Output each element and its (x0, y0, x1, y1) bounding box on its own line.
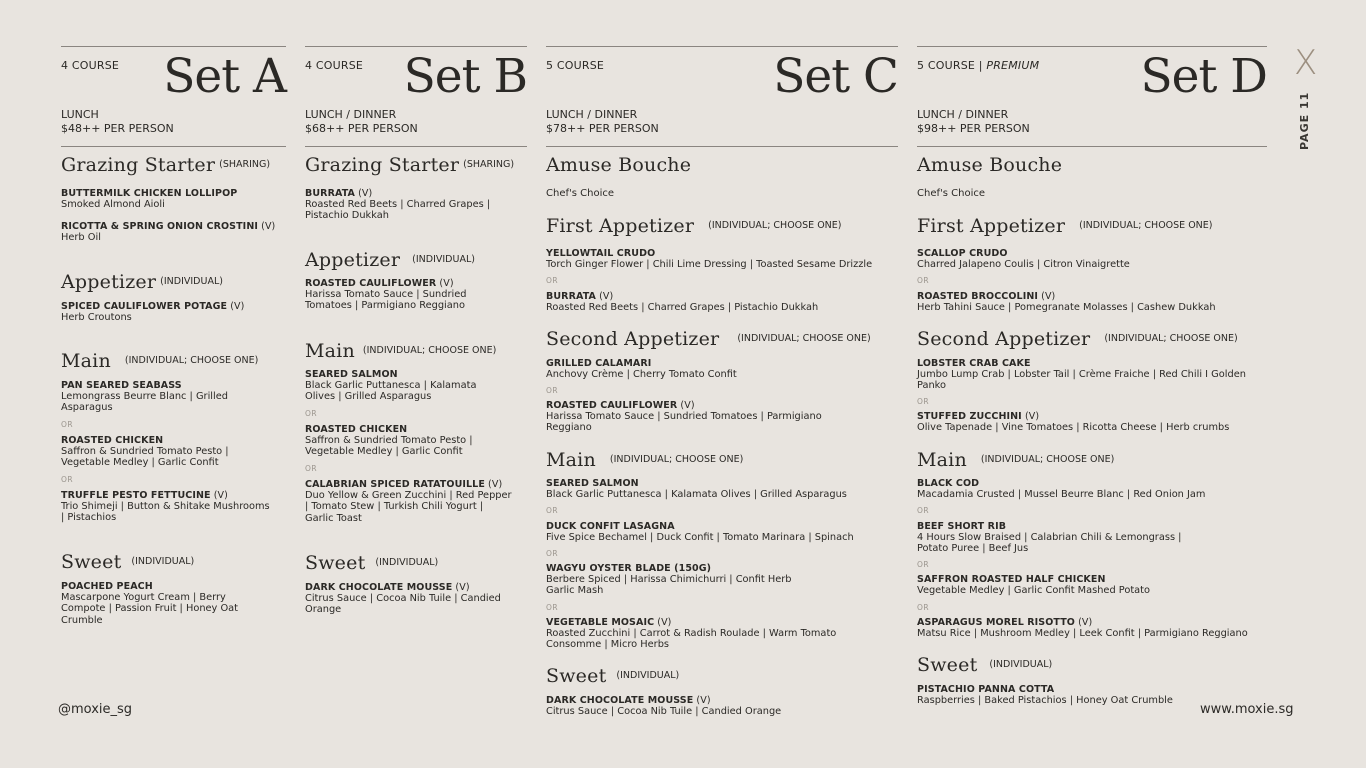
or-separator: OR (61, 420, 74, 429)
section-first-appetizer (917, 215, 1213, 237)
item-name: LOBSTER CRAB CAKE (917, 358, 1031, 369)
item-description: Tomatoes | Parmigiano Reggiano (305, 300, 465, 312)
section-title: Main (305, 340, 355, 362)
menu-item (917, 248, 1130, 270)
item-name (546, 617, 836, 628)
menu-item (546, 358, 737, 380)
vegetarian-tag: (V) (596, 291, 614, 302)
item-description: Black Garlic Puttanesca | Kalamata Olives | Grilled Asparagus (546, 489, 847, 501)
section-main (546, 449, 743, 471)
section-appetizer (305, 249, 475, 271)
section-amuse-bouche (546, 154, 691, 176)
brand-logo: X (1294, 43, 1318, 83)
section-note: (INDIVIDUAL; CHOOSE ONE) (708, 220, 842, 231)
item-name-text: CALABRIAN SPICED RATATOUILLE (305, 479, 485, 490)
item-name (61, 301, 244, 312)
item-name (546, 695, 781, 706)
item-description: Olive Tapenade | Vine Tomatoes | Ricotta Cheese | Herb crumbs (917, 422, 1230, 434)
section-note: (INDIVIDUAL; CHOOSE ONE) (737, 333, 871, 344)
item-name: SAFFRON ROASTED HALF CHICKEN (917, 574, 1106, 585)
section-title: Main (546, 449, 596, 471)
or-separator: OR (305, 409, 318, 418)
chefs-choice: Chef's Choice (917, 188, 985, 199)
meal-and-price (61, 108, 174, 136)
section-note: (INDIVIDUAL) (616, 670, 680, 681)
set-header (546, 47, 898, 147)
set-header (61, 47, 286, 147)
item-name-text: BURRATA (546, 291, 596, 302)
set-header (305, 47, 527, 147)
item-description: Jumbo Lump Crab | Lobster Tail | Crème Fraiche | Red Chili I Golden (917, 369, 1246, 381)
section-note: (INDIVIDUAL; CHOOSE ONE) (1079, 220, 1213, 231)
section-note: (INDIVIDUAL; CHOOSE ONE) (362, 345, 497, 356)
vegetarian-tag: (V) (210, 490, 228, 501)
menu-item (61, 380, 228, 414)
set-title: Set D (1140, 49, 1267, 104)
menu-item (546, 291, 818, 313)
section-sweet (61, 551, 194, 573)
set-c-column (546, 46, 898, 726)
item-name: GRILLED CALAMARI (546, 358, 652, 369)
vegetarian-tag: (V) (1021, 411, 1040, 422)
vegetarian-tag: (V) (1038, 291, 1056, 302)
item-description: 4 Hours Slow Braised | Calabrian Chili & Lemongrass | (917, 532, 1182, 544)
menu-item (917, 478, 1205, 500)
item-description: Black Garlic Puttanesca | Kalamata (305, 380, 477, 392)
menu-item (546, 563, 792, 597)
section-title: First Appetizer (917, 215, 1066, 237)
menu-item (305, 424, 473, 458)
item-description: Panko (917, 380, 946, 392)
set-a-column (61, 46, 286, 686)
item-name: POACHED PEACH (61, 581, 153, 592)
or-separator: OR (546, 603, 559, 612)
menu-item (61, 301, 244, 323)
section-main (61, 350, 258, 372)
section-title: Appetizer (61, 271, 157, 293)
menu-item (546, 521, 854, 543)
vegetarian-tag: (V) (258, 221, 276, 232)
section-title: Sweet (61, 551, 122, 573)
item-name (61, 490, 270, 501)
item-name: BUTTERMILK CHICKEN LOLLIPOP (61, 188, 238, 199)
item-description: Mascarpone Yogurt Cream | Berry (61, 592, 226, 604)
section-second-appetizer (917, 328, 1238, 350)
menu-item (917, 291, 1216, 313)
section-grazing-starter (61, 154, 270, 176)
page-number: PAGE 11 (1298, 91, 1311, 150)
item-description: Vegetable Medley | Garlic Confit Mashed Potato (917, 585, 1151, 597)
item-name: WAGYU OYSTER BLADE (150G) (546, 563, 712, 574)
price: $48++ PER PERSON (61, 122, 174, 135)
vegetarian-tag: (V) (452, 582, 470, 593)
or-separator: OR (546, 386, 559, 395)
premium-tag: PREMIUM (986, 59, 1040, 72)
menu-item (546, 695, 781, 717)
item-name (917, 617, 1248, 628)
item-description: Olives | Grilled Asparagus (305, 391, 432, 403)
menu-item (61, 490, 270, 524)
item-name (305, 479, 512, 490)
item-description: Charred Jalapeno Coulis | Citron Vinaigrette (917, 259, 1130, 271)
menu-item (305, 369, 476, 403)
item-description: Consomme | Micro Herbs (546, 639, 670, 651)
item-name-text: ROASTED BROCCOLINI (917, 291, 1039, 302)
section-first-appetizer (546, 215, 842, 237)
item-name: SCALLOP CRUDO (917, 248, 1008, 259)
item-description: Garlic Toast (305, 512, 362, 524)
section-note: (INDIVIDUAL) (375, 557, 439, 568)
meal-and-price (917, 108, 1030, 136)
item-name: YELLOWTAIL CRUDO (546, 248, 656, 259)
vegetarian-tag: (V) (355, 188, 373, 199)
section-amuse-bouche (917, 154, 1062, 176)
set-title: Set A (163, 49, 286, 104)
section-title: Amuse Bouche (917, 154, 1063, 176)
section-title: Grazing Starter (305, 154, 460, 176)
item-description: Orange (305, 604, 342, 616)
section-title: Second Appetizer (917, 328, 1091, 350)
section-note: (SHARING) (463, 159, 515, 170)
item-description: Torch Ginger Flower | Chili Lime Dressing | Toasted Sesame Drizzle (546, 259, 873, 271)
item-description: Citrus Sauce | Cocoa Nib Tuile | Candied Orange (546, 706, 782, 718)
header-divider (305, 146, 527, 147)
menu-item (546, 478, 847, 500)
item-description: Roasted Red Beets | Charred Grapes | Pistachio Dukkah (546, 302, 819, 314)
section-title: Sweet (546, 665, 607, 687)
header-divider (61, 146, 286, 147)
meal-and-price (546, 108, 659, 136)
item-name (546, 291, 818, 302)
meal-type: LUNCH / DINNER (546, 108, 638, 121)
set-title: Set B (403, 49, 527, 104)
section-second-appetizer (546, 328, 871, 350)
menu-item (546, 400, 822, 434)
menu-item (61, 221, 275, 243)
item-name-text: ROASTED CAULIFLOWER (305, 278, 437, 289)
item-description: Macadamia Crusted | Mussel Beurre Blanc | Red Onion Jam (917, 489, 1206, 501)
section-note: (INDIVIDUAL) (989, 659, 1053, 670)
vegetarian-tag: (V) (677, 400, 695, 411)
item-description: Vegetable Medley | Garlic Confit (61, 457, 219, 469)
set-d-column (917, 46, 1267, 726)
header-divider (917, 146, 1267, 147)
item-description: Duo Yellow & Green Zucchini | Red Pepper (305, 490, 512, 502)
item-name-text: VEGETABLE MOSAIC (546, 617, 655, 628)
section-note: (INDIVIDUAL; CHOOSE ONE) (1104, 333, 1238, 344)
item-description: Roasted Red Beets | Charred Grapes | (305, 199, 491, 211)
item-description: Lemongrass Beurre Blanc | Grilled (61, 391, 229, 403)
meal-type: LUNCH (61, 108, 99, 121)
item-name: PISTACHIO PANNA COTTA (917, 684, 1055, 695)
item-description: Berbere Spiced | Harissa Chimichurri | Confit Herb (546, 574, 792, 586)
course-count: 4 COURSE (61, 59, 120, 72)
vegetarian-tag: (V) (654, 617, 672, 628)
item-name (61, 221, 275, 232)
vegetarian-tag: (V) (693, 695, 711, 706)
set-b-column (305, 46, 527, 686)
menu-item (305, 188, 490, 222)
course-count: 5 COURSE (546, 59, 605, 72)
or-separator: OR (917, 506, 930, 515)
or-separator: OR (917, 603, 930, 612)
item-name-text: BURRATA (305, 188, 355, 199)
item-description: Roasted Zucchini | Carrot & Radish Roulade | Warm Tomato (546, 628, 837, 640)
menu-item (917, 617, 1248, 639)
website-link[interactable]: www.moxie.sg (1200, 702, 1294, 717)
or-separator: OR (917, 397, 930, 406)
item-name-text: ASPARAGUS MOREL RISOTTO (917, 617, 1075, 628)
item-description: Herb Croutons (61, 312, 132, 324)
item-name-text: STUFFED ZUCCHINI (917, 411, 1022, 422)
item-description: Anchovy Crème | Cherry Tomato Confit (546, 369, 737, 381)
item-name-text: DARK CHOCOLATE MOUSSE (305, 582, 453, 593)
set-header (917, 47, 1267, 147)
section-note: (INDIVIDUAL; CHOOSE ONE) (124, 355, 259, 366)
section-grazing-starter (305, 154, 514, 176)
item-description: Saffron & Sundried Tomato Pesto | (61, 446, 229, 458)
section-title: Second Appetizer (546, 328, 720, 350)
item-description: Smoked Almond Aioli (61, 199, 165, 211)
price: $98++ PER PERSON (917, 122, 1030, 135)
menu-item (61, 581, 238, 626)
header-divider (546, 146, 898, 147)
item-name: ROASTED CHICKEN (305, 424, 408, 435)
item-description: Pistachio Dukkah (305, 210, 389, 222)
item-description: Citrus Sauce | Cocoa Nib Tuile | Candied (305, 593, 501, 605)
item-description: Herb Oil (61, 232, 101, 244)
or-separator: OR (917, 560, 930, 569)
item-name-text: TRUFFLE PESTO FETTUCINE (61, 490, 211, 501)
section-note: (INDIVIDUAL) (131, 556, 195, 567)
item-name-text: ROASTED CAULIFLOWER (546, 400, 678, 411)
or-separator: OR (917, 276, 930, 285)
menu-item (546, 248, 872, 270)
section-title: Sweet (917, 654, 978, 676)
section-note: (INDIVIDUAL) (160, 276, 223, 287)
item-description: Compote | Passion Fruit | Honey Oat (61, 603, 239, 615)
course-count: 4 COURSE (305, 59, 364, 72)
vegetarian-tag: (V) (1074, 617, 1093, 628)
item-description: | Pistachios (61, 512, 117, 524)
section-note: (SHARING) (219, 159, 271, 170)
chefs-choice: Chef's Choice (546, 188, 614, 199)
item-name-text: DARK CHOCOLATE MOUSSE (546, 695, 694, 706)
section-main (917, 449, 1114, 471)
item-name (917, 291, 1216, 302)
vegetarian-tag: (V) (484, 479, 503, 490)
item-name (305, 278, 466, 289)
item-description: Crumble (61, 614, 103, 626)
section-title: Amuse Bouche (546, 154, 692, 176)
section-note: (INDIVIDUAL) (412, 254, 475, 265)
item-name (917, 411, 1229, 422)
item-description: | Tomato Stew | Turkish Chili Yogurt | (305, 501, 484, 513)
item-description: Saffron & Sundried Tomato Pesto | (305, 435, 473, 447)
item-description: Herb Tahini Sauce | Pomegranate Molasses | Cashew Dukkah (917, 302, 1216, 314)
or-separator: OR (546, 549, 559, 558)
item-description: Five Spice Bechamel | Duck Confit | Tomato Marinara | Spinach (546, 532, 854, 544)
menu-item (305, 582, 501, 616)
item-description: Harissa Tomato Sauce | Sundried Tomatoes | Parmigiano (546, 411, 822, 423)
section-sweet (546, 665, 679, 687)
item-name: ROASTED CHICKEN (61, 435, 164, 446)
item-name: DUCK CONFIT LASAGNA (546, 521, 675, 532)
section-sweet (917, 654, 1052, 676)
menu-item (917, 411, 1229, 433)
item-description: Garlic Mash (546, 585, 604, 597)
item-name: BLACK COD (917, 478, 980, 489)
section-title: Appetizer (305, 249, 401, 271)
menu-item (917, 521, 1181, 555)
menu-item (305, 278, 466, 312)
section-title: Sweet (305, 552, 366, 574)
item-name: PAN SEARED SEABASS (61, 380, 182, 391)
vegetarian-tag: (V) (436, 278, 454, 289)
section-note: (INDIVIDUAL; CHOOSE ONE) (980, 454, 1115, 465)
or-separator: OR (61, 475, 74, 484)
item-description: Matsu Rice | Mushroom Medley | Leek Confit | Parmigiano Reggiano (917, 628, 1248, 640)
item-description: Vegetable Medley | Garlic Confit (305, 446, 463, 458)
course-count (917, 59, 1039, 72)
item-name: SEARED SALMON (305, 369, 398, 380)
item-name (305, 188, 490, 199)
section-title: Grazing Starter (61, 154, 216, 176)
course-separator: | (975, 59, 987, 72)
item-name: BEEF SHORT RIB (917, 521, 1007, 532)
item-description: Potato Puree | Beef Jus (917, 543, 1029, 555)
item-name (305, 582, 501, 593)
set-title: Set C (773, 49, 898, 104)
section-title: First Appetizer (546, 215, 695, 237)
price: $68++ PER PERSON (305, 122, 418, 135)
price: $78++ PER PERSON (546, 122, 659, 135)
item-name-text: SPICED CAULIFLOWER POTAGE (61, 301, 228, 312)
item-description: Reggiano (546, 422, 592, 434)
section-title: Main (61, 350, 111, 372)
instagram-handle[interactable]: @moxie_sg (58, 702, 133, 717)
section-title: Main (917, 449, 967, 471)
menu-item (917, 574, 1150, 596)
or-separator: OR (546, 276, 559, 285)
menu-item (305, 479, 512, 524)
item-name: SEARED SALMON (546, 478, 639, 489)
item-description: Harissa Tomato Sauce | Sundried (305, 289, 467, 301)
item-description: Trio Shimeji | Button & Shitake Mushrooms (61, 501, 270, 513)
item-name (546, 400, 822, 411)
meal-and-price (305, 108, 418, 136)
menu-item (61, 188, 237, 210)
menu-item (61, 435, 229, 469)
vegetarian-tag: (V) (227, 301, 245, 312)
section-note: (INDIVIDUAL; CHOOSE ONE) (609, 454, 744, 465)
meal-type: LUNCH / DINNER (305, 108, 397, 121)
menu-item (917, 358, 1246, 392)
item-description: Asparagus (61, 402, 113, 414)
course-count-text: 5 COURSE (917, 59, 976, 72)
menu-item (917, 684, 1173, 706)
meal-type: LUNCH / DINNER (917, 108, 1009, 121)
menu-item (546, 617, 836, 651)
section-sweet (305, 552, 438, 574)
section-main (305, 340, 496, 362)
item-description: Raspberries | Baked Pistachios | Honey Oat Crumble (917, 695, 1173, 707)
or-separator: OR (546, 506, 559, 515)
or-separator: OR (305, 464, 318, 473)
item-name-text: RICOTTA & SPRING ONION CROSTINI (61, 221, 259, 232)
section-appetizer (61, 271, 223, 293)
